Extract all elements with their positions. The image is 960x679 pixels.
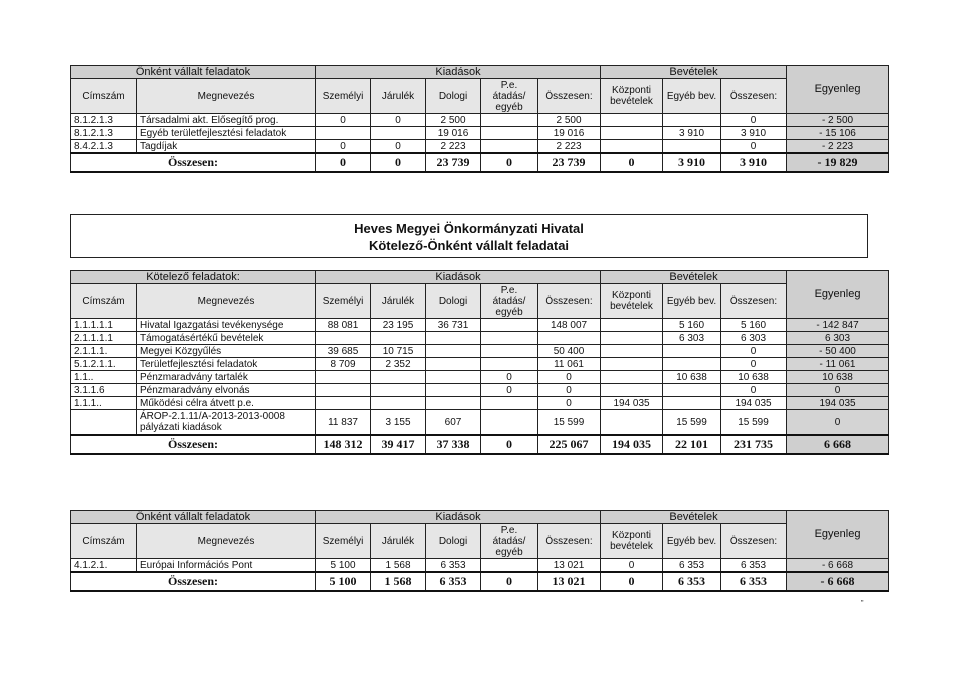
table-onkent-2 bbox=[70, 510, 889, 592]
cell-dol: 36 731 bbox=[426, 319, 481, 332]
table-row bbox=[71, 384, 889, 397]
section-title: Kötelező feladatok: bbox=[71, 271, 316, 284]
cell-ossz: 0 bbox=[538, 371, 601, 384]
cell-name: Területfejlesztési feladatok bbox=[137, 358, 316, 371]
col-megnevezes: Megnevezés bbox=[137, 284, 316, 319]
section-title: Önként vállalt feladatok bbox=[71, 511, 316, 524]
cell-pe bbox=[481, 140, 538, 154]
cell-egyeb bbox=[663, 384, 721, 397]
total-kozp: 0 bbox=[601, 153, 663, 172]
table-row bbox=[71, 410, 889, 436]
total-jar: 1 568 bbox=[371, 572, 426, 591]
cell-ossz2: 0 bbox=[721, 384, 787, 397]
cell-ossz2: 6 353 bbox=[721, 559, 787, 573]
cell-code: 1.1.. bbox=[71, 371, 137, 384]
col-szemelyi: Személyi bbox=[316, 79, 371, 114]
cell-code: 8.1.2.1.3 bbox=[71, 114, 137, 127]
cell-bal: 10 638 bbox=[787, 371, 889, 384]
cell-ossz2: 5 160 bbox=[721, 319, 787, 332]
total-pe: 0 bbox=[481, 435, 538, 454]
cell-code bbox=[71, 410, 137, 436]
kiadasok-header: Kiadások bbox=[316, 511, 601, 524]
col-osszesen2: Összesen: bbox=[721, 284, 787, 319]
cell-name: Pénzmaradvány elvonás bbox=[137, 384, 316, 397]
egyenleg-header: Egyenleg bbox=[787, 271, 889, 319]
col-osszesen2: Összesen: bbox=[721, 524, 787, 559]
total-ossz: 23 739 bbox=[538, 153, 601, 172]
cell-code: 8.1.2.1.3 bbox=[71, 127, 137, 140]
total-ossz2: 3 910 bbox=[721, 153, 787, 172]
total-label: Összesen: bbox=[71, 153, 316, 172]
cell-kozp bbox=[601, 410, 663, 436]
egyenleg-header: Egyenleg bbox=[787, 511, 889, 559]
total-pe: 0 bbox=[481, 153, 538, 172]
cell-name: Társadalmi akt. Elősegítő prog. bbox=[137, 114, 316, 127]
cell-szem: 39 685 bbox=[316, 345, 371, 358]
col-egyeb-bev: Egyéb bev. bbox=[663, 79, 721, 114]
table-row bbox=[71, 319, 889, 332]
total-egyeb: 3 910 bbox=[663, 153, 721, 172]
cell-ossz2: 6 303 bbox=[721, 332, 787, 345]
cell-ossz: 50 400 bbox=[538, 345, 601, 358]
cell-code: 2.1.1.1.1 bbox=[71, 332, 137, 345]
cell-egyeb: 5 160 bbox=[663, 319, 721, 332]
cell-egyeb bbox=[663, 140, 721, 154]
cell-egyeb: 10 638 bbox=[663, 371, 721, 384]
total-szem: 148 312 bbox=[316, 435, 371, 454]
cell-ossz: 15 599 bbox=[538, 410, 601, 436]
table-row bbox=[71, 332, 889, 345]
col-osszesen: Összesen: bbox=[538, 284, 601, 319]
cell-dol: 19 016 bbox=[426, 127, 481, 140]
cell-jar bbox=[371, 384, 426, 397]
col-osszesen: Összesen: bbox=[538, 524, 601, 559]
col-osszesen2: Összesen: bbox=[721, 79, 787, 114]
cell-pe bbox=[481, 332, 538, 345]
cell-pe bbox=[481, 114, 538, 127]
total-ossz: 225 067 bbox=[538, 435, 601, 454]
total-kozp: 194 035 bbox=[601, 435, 663, 454]
cell-egyeb: 6 303 bbox=[663, 332, 721, 345]
cell-ossz: 0 bbox=[538, 397, 601, 410]
title-line-2: Kötelező-Önként vállalt feladatai bbox=[368, 238, 570, 253]
cell-kozp: 0 bbox=[601, 559, 663, 573]
cell-szem bbox=[316, 384, 371, 397]
col-osszesen: Összesen: bbox=[538, 79, 601, 114]
col-cimszam: Címszám bbox=[71, 524, 137, 559]
total-jar: 0 bbox=[371, 153, 426, 172]
cell-name: Pénzmaradvány tartalék bbox=[137, 371, 316, 384]
title-line-1: Heves Megyei Önkormányzati Hivatal bbox=[354, 221, 584, 236]
kiadasok-header: Kiadások bbox=[316, 66, 601, 79]
cell-egyeb: 15 599 bbox=[663, 410, 721, 436]
cell-ossz: 2 500 bbox=[538, 114, 601, 127]
table-kotelezo bbox=[70, 270, 889, 455]
cell-dol bbox=[426, 345, 481, 358]
cell-name: Hivatal Igazgatási tevékenysége bbox=[137, 319, 316, 332]
col-szemelyi: Személyi bbox=[316, 284, 371, 319]
cell-egyeb bbox=[663, 397, 721, 410]
cell-pe bbox=[481, 397, 538, 410]
cell-kozp: 194 035 bbox=[601, 397, 663, 410]
cell-ossz2: 194 035 bbox=[721, 397, 787, 410]
cell-name: Támogatásértékű bevételek bbox=[137, 332, 316, 345]
cell-name: Európai Információs Pont bbox=[137, 559, 316, 573]
cell-szem: 88 081 bbox=[316, 319, 371, 332]
total-row bbox=[71, 435, 889, 454]
total-label: Összesen: bbox=[71, 572, 316, 591]
cell-egyeb: 6 353 bbox=[663, 559, 721, 573]
total-ossz2: 6 353 bbox=[721, 572, 787, 591]
cell-bal: - 2 223 bbox=[787, 140, 889, 154]
cell-dol bbox=[426, 358, 481, 371]
total-row bbox=[71, 153, 889, 172]
table-onkent-1 bbox=[70, 65, 889, 173]
table-row bbox=[71, 140, 889, 154]
table-row bbox=[71, 397, 889, 410]
cell-ossz2: 0 bbox=[721, 114, 787, 127]
table-row bbox=[71, 559, 889, 573]
total-dol: 6 353 bbox=[426, 572, 481, 591]
cell-ossz2: 3 910 bbox=[721, 127, 787, 140]
cell-dol: 2 500 bbox=[426, 114, 481, 127]
cell-szem bbox=[316, 397, 371, 410]
total-label: Összesen: bbox=[71, 435, 316, 454]
cell-jar: 0 bbox=[371, 140, 426, 154]
cell-kozp bbox=[601, 371, 663, 384]
cell-kozp bbox=[601, 384, 663, 397]
cell-jar: 3 155 bbox=[371, 410, 426, 436]
col-dologi: Dologi bbox=[426, 524, 481, 559]
cell-code: 1.1.1.. bbox=[71, 397, 137, 410]
total-ossz: 13 021 bbox=[538, 572, 601, 591]
col-kozponti: Központi bevételek bbox=[601, 524, 663, 559]
col-jarulek: Járulék bbox=[371, 79, 426, 114]
cell-code: 3.1.1.6 bbox=[71, 384, 137, 397]
cell-ossz2: 0 bbox=[721, 140, 787, 154]
bevetelek-header: Bevételek bbox=[601, 271, 787, 284]
total-dol: 37 338 bbox=[426, 435, 481, 454]
cell-bal: - 50 400 bbox=[787, 345, 889, 358]
cell-bal: - 2 500 bbox=[787, 114, 889, 127]
cell-szem: 8 709 bbox=[316, 358, 371, 371]
col-kozponti: Központi bevételek bbox=[601, 284, 663, 319]
cell-szem: 5 100 bbox=[316, 559, 371, 573]
total-row bbox=[71, 572, 889, 591]
cell-szem bbox=[316, 127, 371, 140]
cell-jar: 1 568 bbox=[371, 559, 426, 573]
cell-kozp bbox=[601, 127, 663, 140]
cell-egyeb bbox=[663, 114, 721, 127]
col-egyeb-bev: Egyéb bev. bbox=[663, 524, 721, 559]
cell-name: Egyéb területfejlesztési feladatok bbox=[137, 127, 316, 140]
cell-ossz: 148 007 bbox=[538, 319, 601, 332]
cell-ossz: 13 021 bbox=[538, 559, 601, 573]
cell-bal: - 11 061 bbox=[787, 358, 889, 371]
total-szem: 5 100 bbox=[316, 572, 371, 591]
cell-bal: 0 bbox=[787, 410, 889, 436]
cell-kozp bbox=[601, 114, 663, 127]
col-pe: P.e. átadás/ egyéb bbox=[481, 524, 538, 559]
col-kozponti: Központi bevételek bbox=[601, 79, 663, 114]
total-egyeb: 6 353 bbox=[663, 572, 721, 591]
col-cimszam: Címszám bbox=[71, 79, 137, 114]
cell-ossz: 19 016 bbox=[538, 127, 601, 140]
cell-name: ÁROP-2.1.11/A-2013-2013-0008 pályázati kiadások bbox=[137, 410, 316, 436]
col-cimszam: Címszám bbox=[71, 284, 137, 319]
col-egyeb-bev: Egyéb bev. bbox=[663, 284, 721, 319]
cell-pe: 0 bbox=[481, 371, 538, 384]
total-jar: 39 417 bbox=[371, 435, 426, 454]
cell-szem: 11 837 bbox=[316, 410, 371, 436]
cell-egyeb: 3 910 bbox=[663, 127, 721, 140]
cell-ossz2: 10 638 bbox=[721, 371, 787, 384]
col-jarulek: Járulék bbox=[371, 284, 426, 319]
cell-szem: 0 bbox=[316, 140, 371, 154]
cell-jar bbox=[371, 127, 426, 140]
cell-dol: 6 353 bbox=[426, 559, 481, 573]
cell-jar: 10 715 bbox=[371, 345, 426, 358]
col-dologi: Dologi bbox=[426, 284, 481, 319]
cell-szem: 0 bbox=[316, 114, 371, 127]
cell-code: 4.1.2.1. bbox=[71, 559, 137, 573]
cell-ossz2: 0 bbox=[721, 358, 787, 371]
cell-dol bbox=[426, 384, 481, 397]
cell-bal: - 6 668 bbox=[787, 559, 889, 573]
cell-jar bbox=[371, 371, 426, 384]
col-szemelyi: Személyi bbox=[316, 524, 371, 559]
total-egyeb: 22 101 bbox=[663, 435, 721, 454]
cell-jar: 23 195 bbox=[371, 319, 426, 332]
cell-pe: 0 bbox=[481, 384, 538, 397]
col-pe: P.e. átadás/ egyéb bbox=[481, 79, 538, 114]
kiadasok-header: Kiadások bbox=[316, 271, 601, 284]
table-row bbox=[71, 358, 889, 371]
cell-code: 5.1.2.1.1. bbox=[71, 358, 137, 371]
total-bal: 6 668 bbox=[787, 435, 889, 454]
table-row bbox=[71, 371, 889, 384]
cell-pe bbox=[481, 410, 538, 436]
cell-pe bbox=[481, 358, 538, 371]
col-megnevezes: Megnevezés bbox=[137, 524, 316, 559]
cell-kozp bbox=[601, 332, 663, 345]
cell-ossz: 2 223 bbox=[538, 140, 601, 154]
cell-dol: 2 223 bbox=[426, 140, 481, 154]
cell-jar bbox=[371, 397, 426, 410]
cell-code: 1.1.1.1.1 bbox=[71, 319, 137, 332]
cell-pe bbox=[481, 127, 538, 140]
total-ossz2: 231 735 bbox=[721, 435, 787, 454]
cell-kozp bbox=[601, 319, 663, 332]
cell-dol: 607 bbox=[426, 410, 481, 436]
bevetelek-header: Bevételek bbox=[601, 511, 787, 524]
cell-dol bbox=[426, 397, 481, 410]
cell-ossz2: 15 599 bbox=[721, 410, 787, 436]
cell-kozp bbox=[601, 345, 663, 358]
cell-pe bbox=[481, 345, 538, 358]
total-bal: - 6 668 bbox=[787, 572, 889, 591]
cell-name: Megyei Közgyűlés bbox=[137, 345, 316, 358]
title-box bbox=[70, 214, 868, 258]
cell-jar: 0 bbox=[371, 114, 426, 127]
col-megnevezes: Megnevezés bbox=[137, 79, 316, 114]
cell-pe bbox=[481, 319, 538, 332]
cell-jar: 2 352 bbox=[371, 358, 426, 371]
cell-bal: 0 bbox=[787, 384, 889, 397]
total-pe: 0 bbox=[481, 572, 538, 591]
cell-kozp bbox=[601, 140, 663, 154]
cell-name: Tagdíjak bbox=[137, 140, 316, 154]
col-pe: P.e. átadás/ egyéb bbox=[481, 284, 538, 319]
cell-ossz: 0 bbox=[538, 384, 601, 397]
bevetelek-header: Bevételek bbox=[601, 66, 787, 79]
table-row bbox=[71, 114, 889, 127]
cell-ossz2: 0 bbox=[721, 345, 787, 358]
cell-pe bbox=[481, 559, 538, 573]
cell-name: Működési célra átvett p.e. bbox=[137, 397, 316, 410]
cell-code: 2.1.1.1. bbox=[71, 345, 137, 358]
cell-szem bbox=[316, 371, 371, 384]
cell-bal: - 142 847 bbox=[787, 319, 889, 332]
footnote-mark: " bbox=[861, 600, 864, 607]
cell-szem bbox=[316, 332, 371, 345]
cell-kozp bbox=[601, 358, 663, 371]
cell-ossz bbox=[538, 332, 601, 345]
total-kozp: 0 bbox=[601, 572, 663, 591]
cell-bal: 194 035 bbox=[787, 397, 889, 410]
cell-bal: - 15 106 bbox=[787, 127, 889, 140]
cell-jar bbox=[371, 332, 426, 345]
cell-dol bbox=[426, 371, 481, 384]
cell-egyeb bbox=[663, 345, 721, 358]
cell-code: 8.4.2.1.3 bbox=[71, 140, 137, 154]
egyenleg-header: Egyenleg bbox=[787, 66, 889, 114]
section-title: Önként vállalt feladatok bbox=[71, 66, 316, 79]
total-bal: - 19 829 bbox=[787, 153, 889, 172]
col-jarulek: Járulék bbox=[371, 524, 426, 559]
cell-dol bbox=[426, 332, 481, 345]
table-row bbox=[71, 345, 889, 358]
table-row bbox=[71, 127, 889, 140]
total-szem: 0 bbox=[316, 153, 371, 172]
cell-bal: 6 303 bbox=[787, 332, 889, 345]
cell-egyeb bbox=[663, 358, 721, 371]
col-dologi: Dologi bbox=[426, 79, 481, 114]
cell-ossz: 11 061 bbox=[538, 358, 601, 371]
total-dol: 23 739 bbox=[426, 153, 481, 172]
